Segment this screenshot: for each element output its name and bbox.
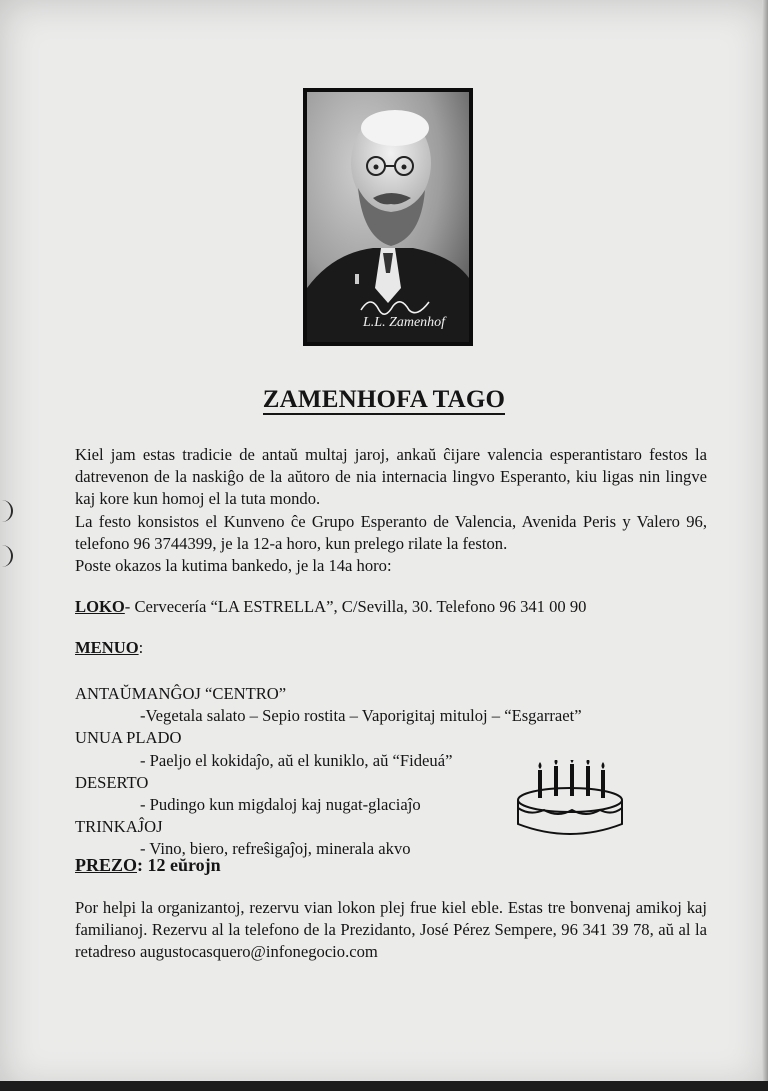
course-name: TRINKAĴOJ <box>75 817 163 837</box>
intro-paragraph-3: Poste okazos la kutima bankedo, je la 14a horo: <box>75 556 392 576</box>
portrait-signature: L.L. Zamenhof <box>363 315 446 330</box>
location-label: LOKO <box>75 597 125 616</box>
location-text: - Cervecería “LA ESTRELLA”, C/Sevilla, 30. Telefono 96 341 00 90 <box>124 597 587 616</box>
binding-mark-2 <box>2 545 13 567</box>
course-items: - Pudingo kun migdaloj kaj nugat-glaciaĵo <box>140 795 421 815</box>
location-line <box>75 596 707 618</box>
price-label: PREZO <box>75 855 138 875</box>
birthday-cake-icon <box>510 760 630 840</box>
intro-paragraph-1: Kiel jam estas tradicie de antaŭ multaj jaroj, ankaŭ ĉijare valencia esperantistaro festos la datrevenon de la naskiĝo de la aŭtoro de nia internacia lingvo Esperanto, kiu ligas nin lingve kaj kore kun homoj el la tuta mondo. <box>75 445 707 509</box>
price-line <box>75 854 707 877</box>
course-items: -Vegetala salato – Sepio rostita – Vaporigitaj mituloj – “Esgarraet” <box>140 706 582 726</box>
course-name: ANTAŬMANĜOJ “CENTRO” <box>75 684 287 703</box>
menu-heading: MENUO: <box>75 638 144 657</box>
page-title: ZAMENHOFA TAGO <box>262 386 506 413</box>
intro-paragraphs <box>75 444 707 577</box>
page-right-edge <box>762 0 768 1091</box>
menu-label: MENUO <box>75 638 139 657</box>
course-items: - Vino, biero, refreŝigaĵoj, minerala akvo <box>140 839 411 859</box>
zamenhof-portrait <box>303 88 473 346</box>
portrait-image <box>303 88 473 346</box>
closing-paragraph: Por helpi la organizantoj, rezervu vian lokon plej frue kiel eble. Estas tre bonvenaj amikoj kaj familianoj. Rezervu al la telefono de la Prezidanto, José Pérez Sempere, 96 341 39 78, aŭ al la retadreso augustocasquero@infonegocio.com <box>75 898 707 962</box>
price-value: : 12 eŭrojn <box>137 855 221 875</box>
course-name: UNUA PLADO <box>75 728 182 748</box>
intro-paragraph-2: La festo konsistos el Kunveno ĉe Grupo Esperanto de Valencia, Avenida Peris y Valero 96, telefono 96 3744399, je la 12-a horo, kun prelego rilate la feston. <box>75 511 707 553</box>
binding-mark-1 <box>2 500 13 522</box>
course-name: DESERTO <box>75 772 149 792</box>
scan-bottom-edge <box>0 1081 768 1091</box>
course-items: - Paeljo el kokidaĵo, aŭ el kuniklo, aŭ “Fideuá” <box>140 750 453 770</box>
